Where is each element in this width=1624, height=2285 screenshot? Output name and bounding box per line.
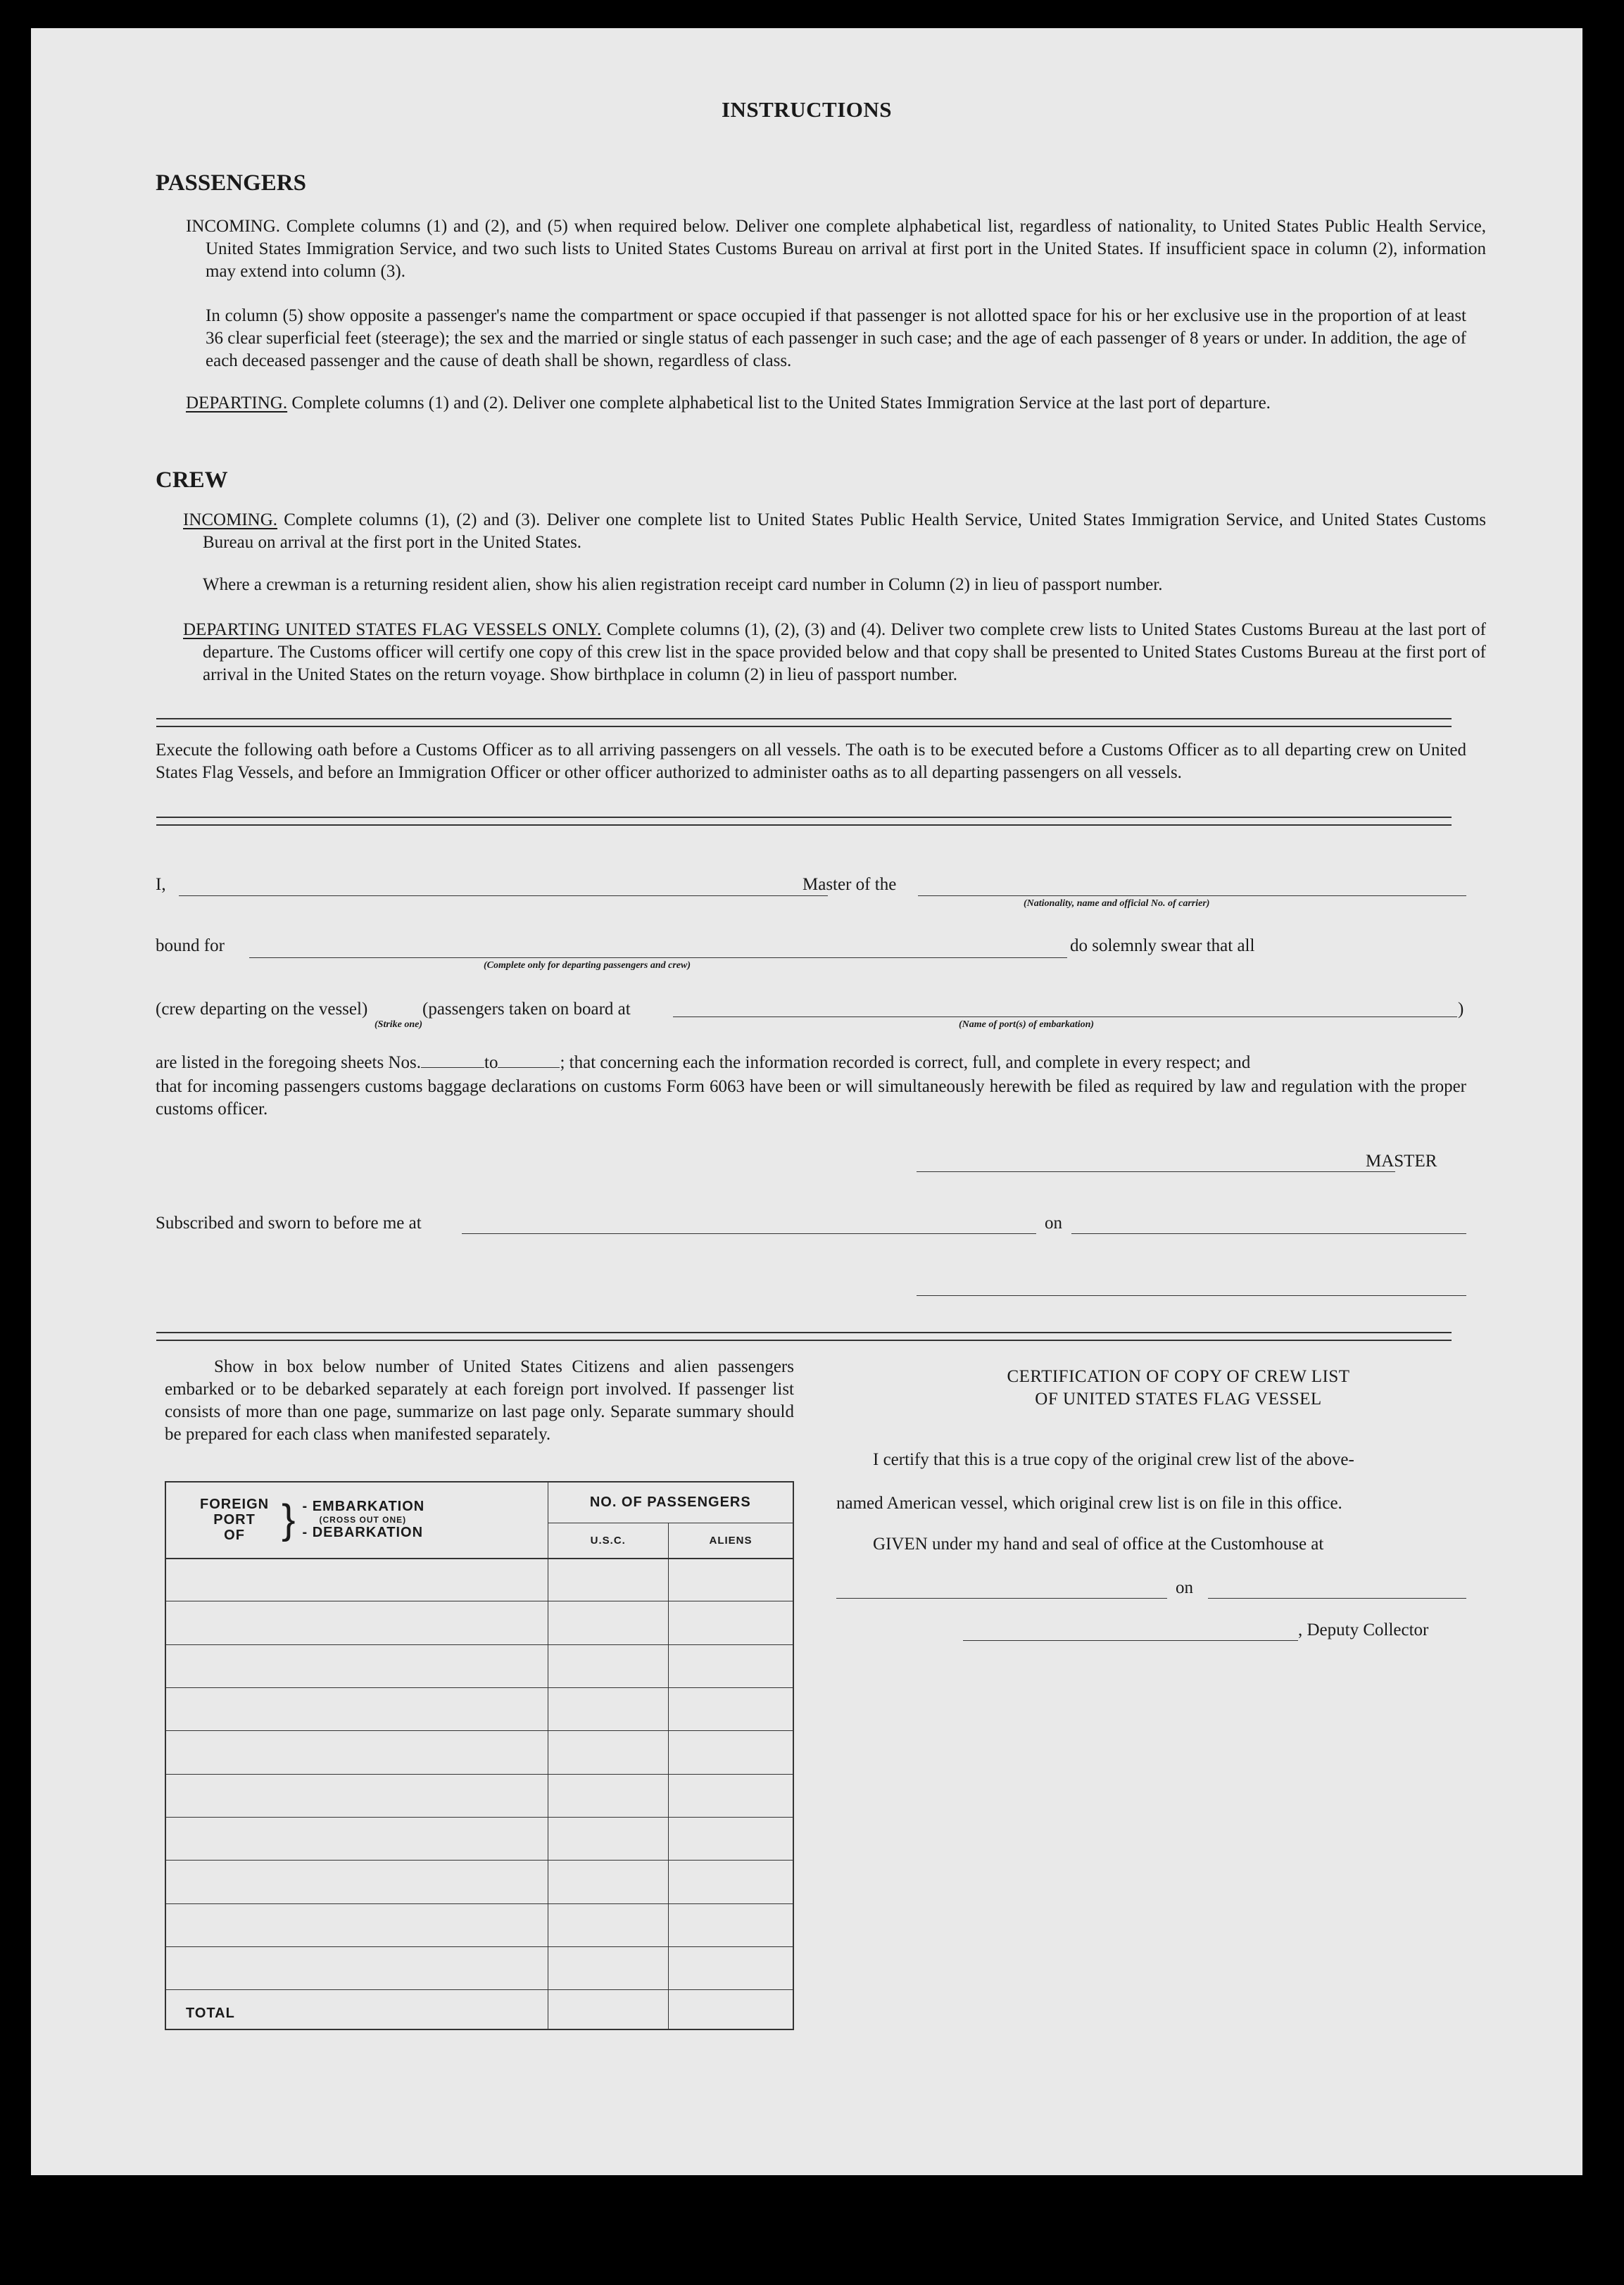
usc-cell[interactable] [548,1601,668,1644]
bound-for-label: bound for [156,936,225,955]
table-row [165,1817,793,1860]
usc-cell[interactable] [548,1817,668,1860]
carrier-line[interactable] [918,895,1466,896]
brace-icon: } [282,1497,296,1543]
table-row [165,1903,793,1946]
aliens-cell[interactable] [668,1644,793,1687]
crew-departing-paragraph [183,619,1486,686]
oath-instructions: Execute the following oath before a Customs Officer as to all arriving passengers on all vessels. The oath is to be executed before a Customs Officer as to all departing crew on United States Flag Vessels, and before an Immigration Officer or other officer authorized to administer oaths as to all departing passengers on all vessels. [156,741,1466,782]
deputy-signature-line[interactable] [963,1640,1298,1641]
usc-cell[interactable] [548,1861,668,1903]
certify-line1: I certify that this is a true copy of the original crew list of the above- [873,1450,1354,1469]
passengers-incoming-label: INCOMING. [186,217,281,236]
crew-resident-paragraph: Where a crewman is a returning resident alien, show his alien registration receipt card number in Column (2) in lieu of passport number. [203,575,1163,594]
table-row [165,1731,793,1774]
embarkation-label: - EMBARKATION [302,1499,425,1515]
port-cell[interactable] [165,1644,548,1687]
port-word: PORT [213,1512,256,1528]
aliens-cell[interactable] [668,1559,793,1601]
aliens-cell[interactable] [668,1731,793,1774]
sworn-date-line[interactable] [1071,1233,1466,1234]
listed-line2: that for incoming passengers customs baggage declarations on customs Form 6063 have been or will simultaneously herewith be filed as required by law and regulation with the proper customs officer. [156,1077,1466,1119]
port-header-cell [165,1482,548,1559]
certification-heading [862,1366,1495,1411]
summary-instructions: Show in box below number of United States Citizens and alien passengers embarked or to be debarked separately at each foreign port involved. If passenger list consists of more than one page, summarize on last page only. Separate summary should be prepared for each class when manifested separately. [165,1357,794,1444]
table-row [165,1559,793,1601]
port-cell[interactable] [165,1601,548,1644]
port-cell[interactable] [165,1559,548,1601]
aliens-cell[interactable] [668,1687,793,1730]
of-word: OF [224,1528,245,1544]
usc-total-cell[interactable] [548,1990,668,2029]
certify-line2: named American vessel, which original crew list is on file in this office. [836,1494,1342,1513]
certification-heading-line2: OF UNITED STATES FLAG VESSEL [1035,1390,1322,1409]
usc-cell[interactable] [548,1687,668,1730]
bound-for-line[interactable] [249,957,1067,958]
port-cell[interactable] [165,1817,548,1860]
given-text: GIVEN under my hand and seal of office at the Customhouse at [873,1535,1324,1554]
total-row [165,1990,793,2029]
certification-heading-line1: CERTIFICATION OF COPY OF CREW LIST [1007,1367,1350,1386]
usc-cell[interactable] [548,1644,668,1687]
listed-rest: ; that concerning each the information recorded is correct, full, and complete in every respect; and [560,1053,1251,1072]
master-label: MASTER [1366,1152,1437,1171]
double-rule-divider [156,718,1452,727]
passengers-column5-paragraph: In column (5) show opposite a passenger's name the compartment or space occupied if that passenger is not allotted space for his or her exclusive use in the proportion of at least 36 clear superficial feet (steerage); the sex and the married or single status of each passenger in such case; and the age of each passenger of 8 years or under. In addition, the age of each deceased passenger and the cause of death shall be shown, regardless of class. [206,306,1466,370]
usc-cell[interactable] [548,1903,668,1946]
table-row [165,1946,793,1989]
ports-line[interactable] [673,1016,1457,1017]
aliens-cell[interactable] [668,1903,793,1946]
close-paren: ) [1458,1000,1464,1019]
listed-line1 [156,1053,1250,1073]
usc-cell[interactable] [548,1731,668,1774]
master-signature-line[interactable] [917,1171,1395,1172]
passengers-departing-label: DEPARTING. [186,394,288,413]
usc-cell[interactable] [548,1559,668,1601]
aliens-total-cell[interactable] [668,1990,793,2029]
certification-on-label: on [1176,1578,1193,1597]
crew-incoming-paragraph [183,509,1486,554]
passengers-taken-option: (passengers taken on board at [422,1000,631,1019]
no-of-passengers-header: NO. OF PASSENGERS [548,1482,793,1523]
crew-departing-label: DEPARTING UNITED STATES FLAG VESSELS ONLY. [183,620,602,639]
table-row [165,1601,793,1644]
aliens-cell[interactable] [668,1861,793,1903]
form-page [31,28,1582,2175]
crew-incoming-label: INCOMING. [183,510,278,529]
sworn-on-label: on [1045,1214,1062,1233]
total-label: TOTAL [165,1990,548,2029]
oath-i-label: I, [156,875,166,894]
table-row [165,1687,793,1730]
port-cell[interactable] [165,1903,548,1946]
aliens-cell[interactable] [668,1946,793,1989]
sheet-to-line[interactable] [498,1053,560,1068]
port-cell[interactable] [165,1774,548,1817]
foreign-port-of [200,1497,269,1543]
passengers-departing-text: Complete columns (1) and (2). Deliver one complete alphabetical list to the United States Immigration Service at the last port of departure. [291,394,1271,413]
passengers-departing-paragraph [186,392,1486,415]
ports-caption: (Name of port(s) of embarkation) [959,1019,1095,1030]
usc-cell[interactable] [548,1946,668,1989]
passenger-summary-table [165,1481,794,2030]
crew-incoming-text: Complete columns (1), (2) and (3). Deliver one complete list to United States Public Health Service, United States Immigration Service, and United States Customs Bureau on arrival at the first port in the United States. [203,510,1487,552]
port-cell[interactable] [165,1687,548,1730]
table-row [165,1861,793,1903]
aliens-cell[interactable] [668,1774,793,1817]
sworn-place-line[interactable] [462,1233,1036,1234]
port-cell[interactable] [165,1731,548,1774]
master-of-label: Master of the [802,875,897,894]
subscribed-label: Subscribed and sworn to before me at [156,1214,422,1233]
customhouse-line[interactable] [836,1598,1167,1599]
certification-date-line[interactable] [1208,1598,1466,1599]
aliens-cell[interactable] [668,1601,793,1644]
passengers-incoming-paragraph [186,215,1486,283]
debarkation-label: - DEBARKATION [302,1525,424,1541]
table-row [165,1774,793,1817]
deputy-collector-label: , Deputy Collector [1298,1620,1429,1639]
crew-departing-text: Complete columns (1), (2), (3) and (4). Deliver two complete crew lists to United States Customs Bureau at the last port of departure. The Customs officer will certify one copy of this crew list in the space provided below and that copy shall be presented to United States Customs Bureau at the first port of arrival in the United States on the return voyage. Show birthplace in column (2) in lieu of passport number. [203,620,1486,684]
swear-label: do solemnly swear that all [1070,936,1255,955]
to-label: to [484,1053,498,1072]
officer-signature-line[interactable] [917,1295,1466,1296]
usc-header: U.S.C. [548,1523,668,1558]
listed-prefix: are listed in the foregoing sheets Nos. [156,1053,421,1072]
bound-caption: (Complete only for departing passengers and crew) [484,960,691,971]
passengers-incoming-text: Complete columns (1) and (2), and (5) when required below. Deliver one complete alphabetical list, regardless of nationality, to United States Public Health Service, United States Immigration Service, and two such lists to United States Customs Bureau on arrival at first port in the United States. If insufficient space in column (2), information may extend into column (3). [206,217,1487,281]
master-name-line[interactable] [179,895,828,896]
double-rule-divider [156,817,1452,826]
aliens-header: ALIENS [668,1523,793,1558]
passengers-heading: PASSENGERS [156,170,306,196]
sheet-from-line[interactable] [421,1053,484,1068]
foreign-word: FOREIGN [200,1497,270,1513]
crew-heading: CREW [156,467,228,493]
page-title: INSTRUCTIONS [721,97,892,122]
crew-departing-option: (crew departing on the vessel) [156,1000,368,1019]
port-cell[interactable] [165,1861,548,1903]
aliens-cell[interactable] [668,1817,793,1860]
double-rule-divider [156,1332,1452,1341]
port-cell[interactable] [165,1946,548,1989]
carrier-caption: (Nationality, name and official No. of carrier) [1024,898,1210,909]
usc-cell[interactable] [548,1774,668,1817]
strike-caption: (Strike one) [374,1019,423,1030]
table-row [165,1644,793,1687]
cross-out-caption: (CROSS OUT ONE) [319,1515,407,1525]
